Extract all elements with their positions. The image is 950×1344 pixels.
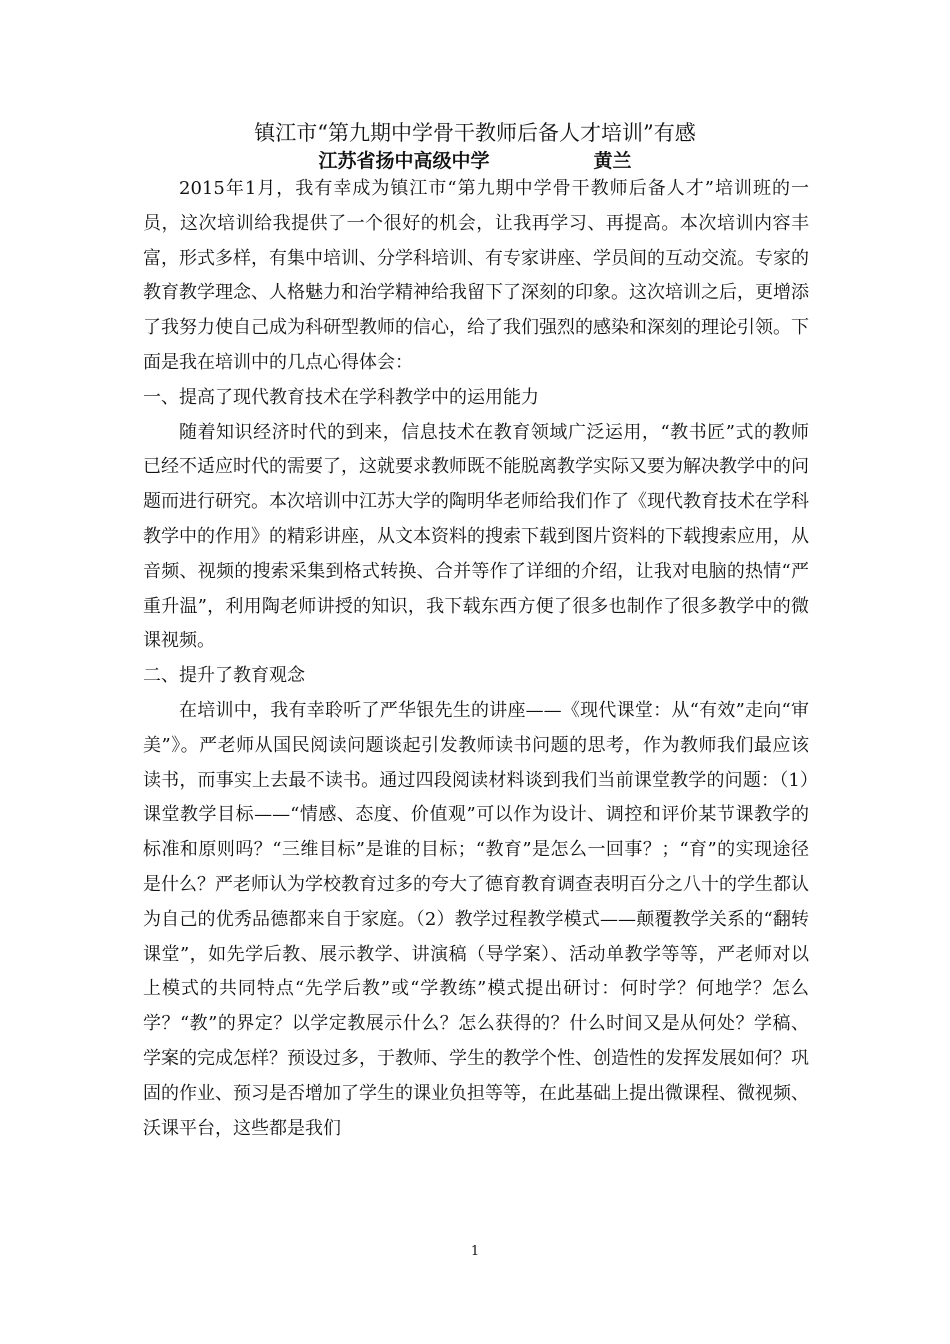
paragraph-section-1: 随着知识经济时代的到来，信息技术在教育领域广泛运用，“教书匠”式的教师已经不适应时代的需要了，这就要求教师既不能脱离教学实际又要为解决教学中的问题而进行研究。本次培训中江苏大学的陶明华老师给我们作了《现代教育技术在学科教学中的作用》的精彩讲座，从文本资料的搜索下载到图片资料的下载搜索应用，从音频、视频的搜索采集到格式转换、合并等作了详细的介绍，让我对电脑的热情“严重升温”，利用陶老师讲授的知识，我下载东西方便了很多也制作了很多教学中的微课视频。 xyxy=(143,421,809,652)
paragraph-intro: 2015年1月，我有幸成为镇江市“第九期中学骨干教师后备人才”培训班的一员，这次培训给我提供了一个很好的机会，让我再学习、再提高。本次培训内容丰富，形式多样，有集中培训、分学科培训、有专家讲座、学员间的互动交流。专家的教育教学理念、人格魅力和治学精神给我留下了深刻的印象。这次培训之后，更增添了我努力使自己成为科研型教师的信心，给了我们强烈的感染和深刻的理论引领。下面是我在培训中的几点心得体会： xyxy=(143,178,809,373)
document-body xyxy=(143,172,809,1146)
document-title: 镇江市“第九期中学骨干教师后备人才培训”有感 xyxy=(254,121,696,145)
school-name: 江苏省扬中高级中学 xyxy=(318,150,490,172)
author-line xyxy=(0,148,950,174)
section-heading-1: 一、提高了现代教育技术在学科教学中的运用能力 xyxy=(143,386,539,408)
page-number: 1 xyxy=(470,1244,480,1259)
section-heading-2: 二、提升了教育观念 xyxy=(143,665,305,687)
paragraph-section-2: 在培训中，我有幸聆听了严华银先生的讲座——《现代课堂：从“有效”走向“审美”》。严老师从国民阅读问题谈起引发教师读书问题的思考，作为教师我们最应该读书，而事实上去最不读书。通过四段阅读材料谈到我们当前课堂教学的问题：（1）课堂教学目标——“情感、态度、价值观”可以作为设计、调控和评价某节课教学的标准和原则吗？“三维目标”是谁的目标；“教育”是怎么一回事？；“育”的实现途径是什么？严老师认为学校教育过多的夸大了德育教育调查表明百分之八十的学生都认为自己的优秀品德都来自于家庭。（2）教学过程教学模式——颠覆教学关系的“翻转课堂”，如先学后教、展示教学、讲演稿（导学案）、活动单教学等等，严老师对以上模式的共同特点“先学后教”或“学教练”模式提出研讨：何时学？何地学？怎么学？“教”的界定？以学定教展示什么？怎么获得的？什么时间又是从何处？学稿、学案的完成怎样？预设过多，于教师、学生的教学个性、创造性的发挥发展如何？巩固的作业、预习是否增加了学生的课业负担等等，在此基础上提出微课程、微视频、沃课平台，这些都是我们 xyxy=(143,699,809,1139)
author-name: 黄兰 xyxy=(593,150,632,172)
